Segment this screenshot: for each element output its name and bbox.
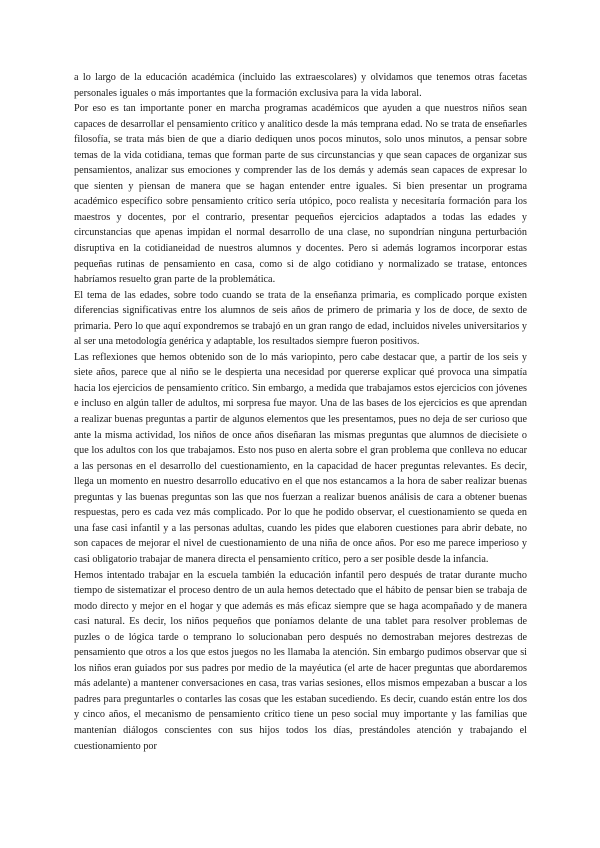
document-page	[74, 70, 527, 754]
paragraph-1: a lo largo de la educación académica (incluido las extraescolares) y olvidamos que tenemos otras facetas personales iguales o más importantes que la formación exclusiva para la vida laboral.	[74, 72, 527, 99]
paragraph-3: El tema de las edades, sobre todo cuando se trata de la enseñanza primaria, es complicado porque existen diferencias significativas entre los alumnos de seis años de primero de primaria y los de doce, de sexto de primaria. Pero lo que aquí expondremos se trabajó en un gran rango de edad, incluidos niveles universitarios y al ser una metodología genérica y adaptable, los resultados siempre fueron positivos.	[74, 289, 527, 348]
paragraph-2: Por eso es tan importante poner en marcha programas académicos que ayuden a que nuestros niños sean capaces de desarrollar el pensamiento crítico y analítico desde la más temprana edad. No se trata de enseñarles filosofía, se trata más bien de que a diario dediquen unos pocos minutos, solo unos minutos, a pensar sobre temas de la vida cotidiana, temas que forman parte de sus circunstancias y que sean capaces de organizar sus pensamientos, analizar sus emociones y comprender las de los demás y además sean capaces de expresar lo que sienten y piensan de manera que se hagan entender entre iguales. Si bien presentar un programa académico específico sobre pensamiento crítico sería utópico, poco realista y necesitaría formación para los maestros y docentes, por el contrario, presentar pequeños ejercicios adaptados a todas las edades y circunstancias que apenas impidan el normal desarrollo de una clase, no supondrían ninguna perturbación disruptiva en la cotidianeidad de nuestros alumnos y docentes. Pero si además logramos incorporar estas pequeñas rutinas de pensamiento en casa, como si de algo cotidiano y normalizado se tratase, entonces habríamos resuelto gran parte de la problemática.	[74, 103, 527, 286]
paragraph-4: Las reflexiones que hemos obtenido son de lo más variopinto, pero cabe destacar que, a partir de los seis y siete años, parece que al niño se le despierta una necesidad por quererse explicar qué provoca una simpatía hacia los ejercicios de pensamiento crítico. Sin embargo, a medida que trabajamos estos ejercicios con jóvenes e incluso en algún taller de adultos, mi sorpresa fue mayor. Una de las bases de los ejercicios es que aprendan a realizar buenas preguntas a partir de algunos elementos que les presentamos, pues no deja de ser curioso que ante la misma actividad, los niños de once años diseñaran las mismas preguntas que alumnos de diecisiete o que los adultos con los que trabajamos. Esto nos puso en alerta sobre el gran problema que conlleva no educar a las personas en el desarrollo del cuestionamiento, en la capacidad de hacer preguntas relevantes. Es decir, llega un momento en nuestro desarrollo educativo en el que nos estancamos a la hora de saber realizar buenas preguntas y las buenas preguntas son las que nos fuerzan a realizar buenos análisis de cara a obtener buenas respuestas, pero es cada vez más complicado. Por lo que he podido observar, el cuestionamiento se queda en una fase casi infantil y a las personas adultas, cuando les pides que elaboren cuestiones para abrir debate, no son capaces de mejorar el nivel de cuestionamiento de una niña de once años. Por eso me parece imperioso y casi obligatorio trabajar de manera directa el pensamiento crítico, pero a ser posible desde la infancia.	[74, 351, 527, 565]
paragraph-5: Hemos intentado trabajar en la escuela también la educación infantil pero después de tratar durante mucho tiempo de sistematizar el proceso dentro de un aula hemos detectado que el hábito de pensar bien se trabaja de modo directo y mejor en el hogar y que además es más eficaz siempre que se haga acompañado y de manera casi natural. Es decir, los niños pequeños que poníamos delante de una tablet para resolver problemas de puzles o de lógica tarde o temprano lo solucionaban pero después no demostraban mejores destrezas de pensamiento que otros a los que estos juegos no les llamaba la atención. Sin embargo pudimos observar que si los niños eran guiados por sus padres por medio de la mayéutica (el arte de hacer preguntas que abordaremos más adelante) a mantener conversaciones en casa, tras varias sesiones, ellos mismos empezaban a buscar a los padres para preguntarles o contarles las cosas que les estaban sucediendo. Es decir, cuando están entre los dos y cinco años, el mecanismo de pensamiento crítico tiene un peso social muy importante y las familias que mantenían diálogos conscientes con sus hijos todos los días, prestándoles atención y trabajando el cuestionamiento por	[74, 569, 527, 752]
